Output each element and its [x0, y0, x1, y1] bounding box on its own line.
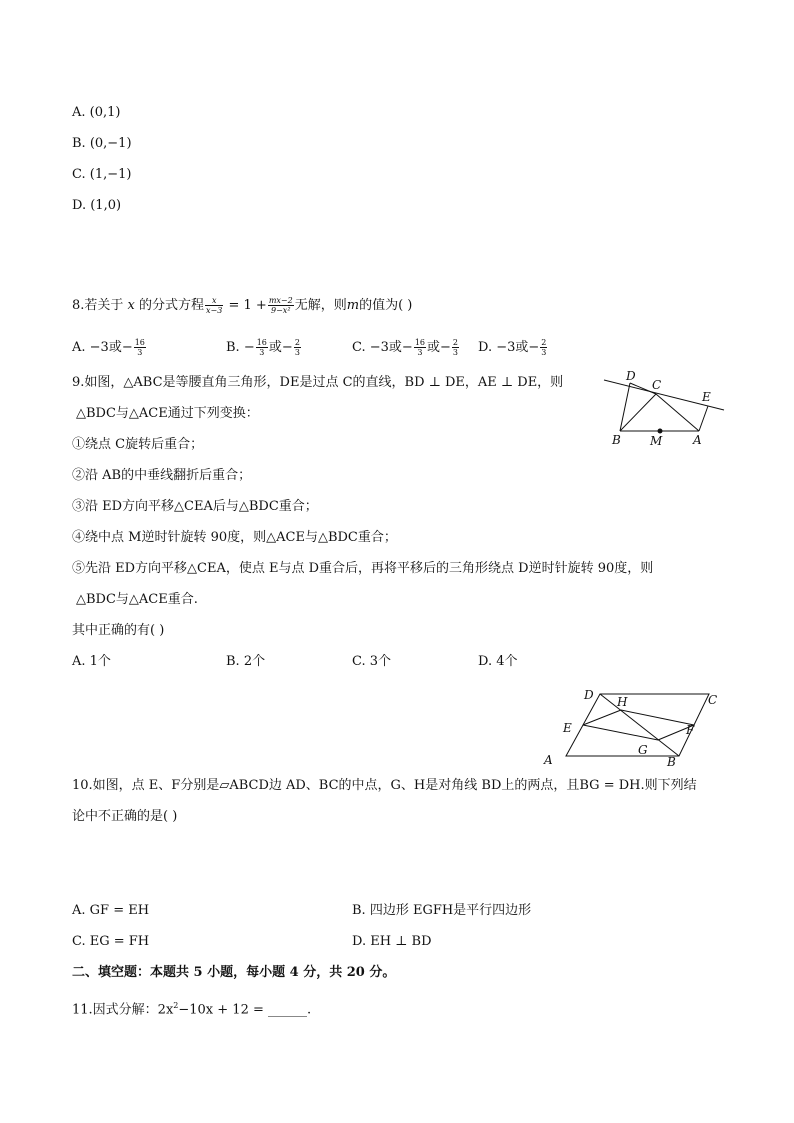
q8-option-a: A. −3或− $\frac{16}{3}$: [72, 338, 145, 357]
q8-mid: 的分式方程: [139, 298, 205, 313]
segment-ca: [656, 394, 699, 431]
label-b: B: [612, 433, 621, 447]
q9-statement-5b: △BDC与△ACE重合.: [76, 592, 198, 607]
label-f: F: [686, 723, 695, 737]
segment-bd: [620, 383, 630, 431]
q9-option-a: A. 1个: [72, 654, 111, 669]
q7-option-c: C. (1,−1): [72, 167, 132, 182]
label-a: A: [544, 753, 553, 767]
q7-option-b: B. (0,−1): [72, 136, 132, 151]
q8-option-d: D. −3或− $\frac{2}{3}$: [478, 338, 547, 357]
q8-fraction-1: $\frac{x}{x-3}$: [206, 296, 223, 315]
segment-eh: [583, 710, 621, 725]
q10-option-a: A. GF = EH: [72, 903, 150, 918]
q8-equals: = 1 +: [228, 298, 267, 313]
point-m: [658, 429, 663, 434]
q8-fraction-2: $\frac{mx-2}{\text{9−x²}}$: [268, 296, 293, 315]
q9-statement-4: ④绕中点 M逆时针旋转 90度，则△ACE与△BDC重合；: [72, 530, 397, 545]
q9-statement-2: ②沿 AB的中垂线翻折后重合；: [72, 468, 252, 483]
label-e: E: [702, 390, 711, 404]
q10-option-b: B. 四边形 EGFH是平行四边形: [352, 903, 532, 918]
q10-option-d: D. EH ⊥ BD: [352, 934, 432, 949]
q7-option-a: A. (0,1): [72, 105, 121, 120]
label-d: D: [626, 369, 636, 383]
q10-line-1: 10.如图，点 E、F分别是▱ABCD边 AD、BC的中点，G、H是对角线 BD上的两点，且BG = DH.则下列结: [72, 778, 697, 793]
q9-question: 其中正确的有( ): [72, 623, 165, 638]
q9-statement-3: ③沿 ED方向平移△CEA后与△BDC重合；: [72, 499, 318, 514]
label-c: C: [652, 378, 662, 392]
q9-figure: [600, 368, 730, 452]
label-g: G: [638, 743, 648, 757]
label-e: E: [563, 721, 572, 735]
label-d: D: [584, 688, 594, 702]
label-a: A: [693, 433, 702, 447]
q8-option-b: B. − $\frac{16}{3}$ 或− $\frac{2}{3}$: [226, 338, 300, 357]
q9-options: [0, 653, 794, 671]
q10-line-2: 论中不正确的是( ): [72, 809, 178, 824]
segment-ge: [583, 725, 658, 740]
segment-hf: [621, 710, 694, 725]
section-heading: 二、填空题：本题共 5 小题，每小题 4 分，共 20 分。: [72, 965, 396, 980]
q8-option-c: C. −3或− $\frac{16}{3}$ 或− $\frac{2}{3}$: [352, 338, 458, 357]
q9-option-d: D. 4个: [478, 654, 518, 669]
q9-statement-5a: ⑤先沿 ED方向平移△CEA，使点 E与点 D重合后，再将平移后的三角形绕点 D逆时针旋转 90度，则: [72, 561, 654, 576]
q9-option-b: B. 2个: [226, 654, 266, 669]
label-b: B: [667, 755, 676, 769]
q8-suffix-2: 的值为( ): [359, 298, 413, 313]
q9-line-1: 9.如图，△ABC是等腰直角三角形，DE是过点 C的直线，BD ⊥ DE，AE ⊥ DE，则: [72, 375, 564, 390]
q8-stem: [72, 296, 412, 315]
q10-option-c: C. EG = FH: [72, 934, 150, 949]
label-c: C: [708, 693, 718, 707]
label-h: H: [617, 695, 628, 709]
segment-ae: [699, 406, 708, 431]
q9-statement-1: ①绕点 C旋转后重合；: [72, 437, 204, 452]
segment-bc: [620, 394, 656, 431]
q8-suffix-1: 无解，则: [294, 298, 347, 313]
q10-figure: [536, 684, 726, 770]
q8-prefix: 8.若关于: [72, 298, 124, 313]
q8-var-x: x: [127, 298, 135, 313]
q9-line-2: △BDC与△ACE通过下列变换：: [76, 406, 259, 421]
q7-option-d: D. (1,0): [72, 198, 122, 213]
label-m: M: [650, 434, 663, 448]
q9-option-c: C. 3个: [352, 654, 392, 669]
q8-var-m: m: [346, 298, 360, 313]
q11-stem: 11.因式分解：$2x^2-10x + 12$ = ______.: [72, 1001, 312, 1018]
